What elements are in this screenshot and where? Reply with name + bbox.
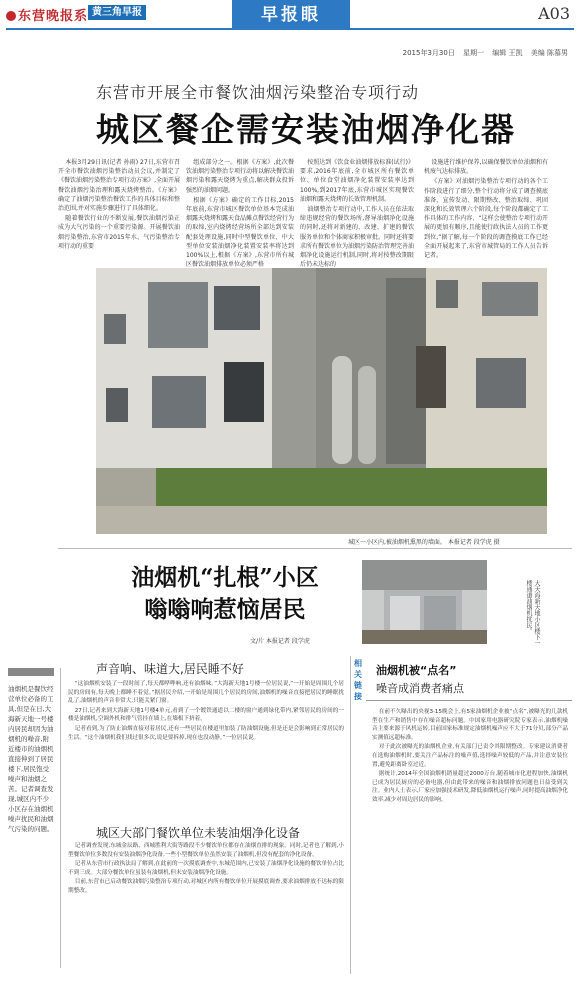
related-rule [366,700,572,701]
brand-logo [6,5,88,24]
story1-column-2: 组成部分之一。根据《方案》,此次餐饮油烟污染整治专项行动将以解决餐饮油烟污染和露天烧烤为重点,解决群众投诉强烈的油烟问题。 根据《方案》确定的工作目标,2015年底前,东营市城区餐饮单位基本完成油烟露天烧烤和露天食品摊点餐饮经营行为的取缔,室内烧烤经营场所全部达到安装配套处理设施,同时中型餐饮单位、中大型单位安装油烟净化装置安装率将达到100%以上,根据《方案》,东营市所有城区餐饮油烟排放单位必须严格 [186,159,295,269]
related-link-label: 相关链接 [354,659,362,701]
story2-body-2: 记者调查发现,东城金辰路、西城胜利大街等路段不少餐饮单位都存在油烟直排的现象。同时,记者也了解到,小型餐饮单位多数没有安装油烟净化设备,一些小型餐饮单位虽然安装了油烟机,但没有配套的净化设备。 记者从东营市行政执法局了解到,在此前的一次摸底调查中,东城范围内,已安装了油烟净化设施的餐饮单位占比不到三成。大部分餐饮单位虽装有油烟机,但未安装油烟净化设施。 目前,东营市已启动餐饮油烟污染整治专项行动,对城区内所有餐饮单位开展摸底调查,要求油烟排放不达标的限期整改。 [68,843,344,894]
related-body: 在前不久曝出的央视3·15晚会上,有5家油烟机企业被“点名”,被曝光的几款机型在生产和销售中存在噪音超标问题。中国家用电器研究院专家表示,油烟机噪音主要来源于风机运转,目前国家标准规定油烟机噪声应不大于71分贝,部分产品实测值远超标准。 对于此次被曝光的油烟机企业,有关部门已责令其限期整改。专家建议消费者在选购油烟机时,要关注产品标注的噪声值,选择噪声较低的产品,并注意安装位置,避免距离卧室过近。 据统计,2014年全国油烟机销量超过2000万台,随着城市化进程加快,油烟机已成为居民厨房的必备电器,但由此带来的噪音和油烟排放问题也日益受到关注。业内人士表示,厂家应加强技术研发,降低油烟机运行噪声,同时提高油烟净化效率,减少对周边居民的影响。 [372,709,568,803]
story2-photo-caption: 大天海新天地小区楼下一楼通道油烟机扰民。 [525,580,540,646]
sidebar-bar [8,668,54,676]
story2-subhead-1: 声音响、味道大,居民睡不好 [96,662,244,676]
story2-sidebar: 油烟机是餐饮经营单位必备的工具,但是在日,大海新天地一号楼内居民却因为油烟机的噪音,附近楼市的油烟机直接伸到了居民楼下,居民饱受噪声和油烟之苦。记者调查发现,城区内不少小区存在油烟机噪声扰民和油烟气污染的问题。 [8,685,54,833]
story2-photo [362,560,487,644]
section-divider [58,548,572,549]
masthead [0,0,580,28]
sidebar-divider [60,668,61,968]
story2-headline-line1: 油烟机“扎根”小区 [131,564,319,591]
masthead-rule [6,28,574,30]
story1-column-3: 按照达到《饮食业油烟排放标准(试行)》要求,2016年底前,全市城区所有餐饮单位、单位食堂油烟净化装置安装率达到100%,到2017年底,东营市城区实现餐饮油烟和露天烧烤的长效管理机制。 油烟整治专项行动中,工作人员在依法取缔违规经营的餐饮场所,督导油烟净化设施的同时,还将对新建的、改建、扩建的餐饮服务单位和个体商家积极审批。同时还将要求所有餐饮单位为油烟污染防治管理完善油烟净化设施运行机制,同时,将对按整改期限后仍未达标的 [300,159,415,269]
edition-tag: 黄三角早报 [88,5,146,20]
story2-headline [110,562,340,626]
date: 2015年3月30日 [402,49,455,57]
story1-headline: 城区餐企需安装油烟净化器 [96,110,516,149]
dateline [397,48,568,58]
story1-deck: 东营市开展全市餐饮油烟污染整治专项行动 [96,83,420,102]
range-hood-photo [362,560,487,644]
story1-photo [96,268,547,534]
story1-column-4: 设施进行维护保养,以确保餐饮单位油烟和有机废气达标排放。 《方案》对油烟污染整治专项行动的各个工作阶段进行了细分,整个行动将分成了调查摸底准备、宣传发动、限期整改、整治取缔、巩固深化和长效管理六个阶段,每个阶段都确定了工作具体的工作内容、“这样会使整治专项行动开展的更加有顺序,且能使行政执法人员的工作更到位,”据了解,每一个阶段的调查摸底工作已经全面开展起来了,东营市城管局的工作人员告诉记者。 [424,159,548,260]
related-headline-2: 噪音成消费者痛点 [376,682,464,695]
story1-photo-caption: 城区一小区内,被油烟机熏黑的墙面。 本报记者 段学虎 摄 [348,539,500,546]
story1-column-1: 本报3月29日讯(记者 孙雨) 27日,东营市召开全市餐饮油烟污染整治动员会议,并制定了《餐饮油烟污染整治专项行动方案》,全面开展餐饮油烟污染治理和露天烧烤整治。《方案》确定了油烟污染整治餐饮工作的具体目标和整治范围,并对实施步骤进行了具体细化。 随着餐饮行业的不断发展,餐饮油烟污染正成为大气污染的一个重要污染源。开展餐饮油烟污染整治,东营市2015年水、气污染整治专项行动的重要 [58,159,180,250]
section-title: 早报眼 [232,0,350,30]
editor: 编辑 王凯 [492,49,523,57]
building-photo [96,268,547,534]
story2-body-1: “这油烟机安装了一段时间了,每天都哗哗响,还有油烟味。”大海新天地1号楼一位居民说,“一开始是周围几个居民的房间有,每天晚上都睡不着觉。”据居民介绍,一开始是周围几个居民的房间,油烟机的噪音直接把居民的睡眠扰乱了,油烟机的声音非常大,只能关紧门窗。 27日,记者来到大海新天地1号楼4单元,看到了一个镀铁通道以二楼的窗户通到绿化带内,紧邻居民的房间的一楼是油烟机,空调外机和排气管挂在墙上,在墙根下挤着。 记者看到,为了防止油烟直接对着居民,还有一些居民在楼道里加装了防油烟设施,但是还是会影响到正常居民的生活。“这个油烟机我们找过很多次,说是要拆掉,现在也没动静。”一位居民说。 [68,681,344,741]
weekday: 星期一 [463,49,485,57]
story2-headline-line2: 嗡嗡响惹恼居民 [144,596,306,623]
page-number: A03 [538,4,570,23]
story2-subhead-2: 城区大部门餐饮单位未装油烟净化设备 [96,826,301,840]
related-headline-1: 油烟机被“点名” [376,664,457,677]
designer: 美编 陈慕男 [530,49,568,57]
brand-name: 东营晚报系 [18,9,89,24]
story2-byline: 文/片 本报记者 段学虎 [250,638,310,645]
related-divider [350,656,351,974]
brand-icon [6,11,16,21]
